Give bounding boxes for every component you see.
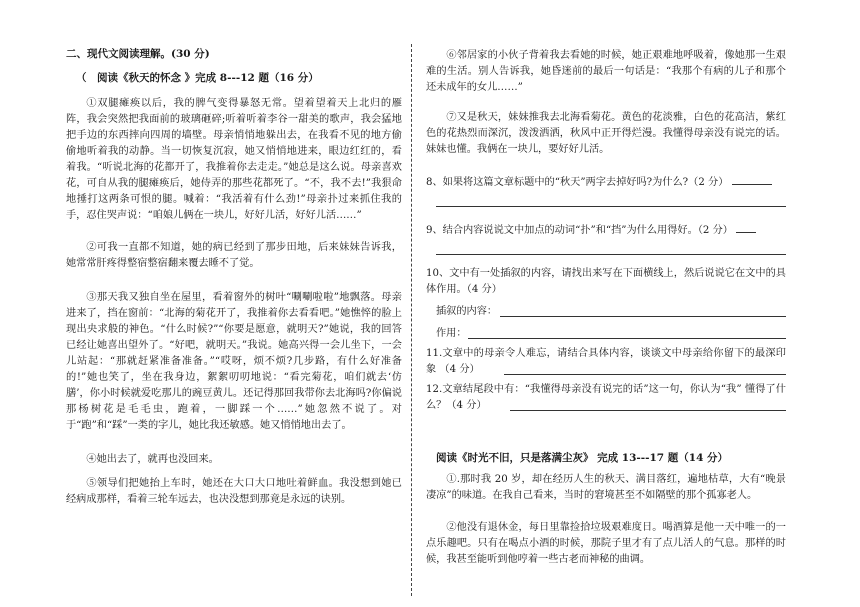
answer-line[interactable]	[436, 254, 786, 255]
answer-line[interactable]	[500, 316, 786, 317]
q10-insert-label: 插叙的内容：	[436, 306, 498, 317]
reading1-title: （ 阅读《秋天的怀念 》完成 8---12 题（16 分）	[76, 72, 319, 84]
q10-effect-label: 作用：	[436, 328, 467, 339]
passage-paragraph-1: ①双腿瘫痪以后，我的脾气变得暴怒无常。望着望着天上北归的雁阵，我会突然把我面前的玻璃砸碎;听着听着李谷一甜美的歌声，我会猛地把手边的东西摔向四周的墙壁。母亲悄悄地躲出去，在我看不见的地方偷偷地听着我的动静。当一切恢复沉寂，她又悄悄地进来，眼边红红的，看着我。“听说北海的花都开了，我推着你去走走。”她总是这么说。母亲喜欢花，可自从我的腿瘫痪后，她侍弄的那些花都死了。“不，我不去!”我狠命地捶打这两条可恨的腿。喊着：“我活着有什么劲!”母亲扑过来抓住我的手，忍住哭声说：“咱娘儿俩在一块儿，好好儿活，好好儿活……”	[66, 98, 402, 221]
question-12: 12.文章结尾段中有：“我懂得母亲没有说完的话”这一句，你认为“我” 懂得了什么？（4 分）	[426, 384, 786, 411]
passage-paragraph-4: ④她出去了，就再也没回来。	[86, 454, 219, 465]
answer-line[interactable]	[504, 374, 786, 375]
passage-paragraph-6: ⑥邻居家的小伙子背着我去看她的时候，她正艰难地呼吸着，像她那一生艰难的生活。别人告诉我，她昏迷前的最后一句话是：“我那个有病的儿子和那个还未成年的女儿……”	[426, 50, 786, 93]
answer-line[interactable]	[436, 206, 786, 207]
passage-paragraph-3: ③那天我又独自坐在屋里，看着窗外的树叶“唰唰啦啦”地飘落。母亲进来了，挡在窗前：“北海的菊花开了，我推着你去看看吧。”她憔悴的脸上现出央求般的神色。“什么时候?”“你要是愿意，就明天?”她说，我的回答已经让她喜出望外了。“好吧，就明天。”我说。她高兴得一会儿坐下，一会儿站起：“那就赶紧准备准备。”“哎呀，烦不烦?几步路，有什么好准备的!”她也笑了，坐在我身边，絮絮叨叨地说：“看完菊花，咱们就去‘仿膳’，你小时候就爱吃那儿的豌豆黄儿。还记得那回我带你去北海吗?你偏说那杨树花是毛毛虫，跑着，一脚踩一个……”她忽然不说了。对于“跑”和“踩”一类的字儿，她比我还敏感。她又悄悄地出去了。	[66, 292, 402, 431]
section-heading: 二、现代文阅读理解。(30 分)	[66, 48, 210, 60]
column-divider	[411, 44, 412, 596]
passage-paragraph-2: ②可我一直都不知道，她的病已经到了那步田地，后来妹妹告诉我，她常常肝疼得整宿整宿翻来覆去睡不了觉。	[66, 242, 402, 269]
reading2-title: 阅读《时光不旧，只是落满尘灰》 完成 13---17 题（14 分）	[436, 452, 729, 464]
answer-line[interactable]	[732, 174, 772, 185]
answer-line[interactable]	[510, 410, 786, 411]
question-10: 10、文中有一处插叙的内容，请找出来写在下面横线上，然后说说它在文中的具体作用。（4 分）	[426, 268, 786, 295]
question-9: 9、结合内容说说文中加点的动词“扑”和“挡”为什么用得好。（2 分）	[426, 222, 786, 239]
answer-line[interactable]	[468, 338, 786, 339]
passage2-paragraph-1: ①.那时我 20 岁，却在经历人生的秋天、满目落红，遍地枯草，大有“晚景凄凉”的味道。在我自己看来，当时的窘境甚至不如隔壁的那个孤寡老人。	[426, 474, 786, 501]
passage-paragraph-5: ⑤领导们把她抬上车时，她还在大口大口地吐着鲜血。我没想到她已经病成那样，看着三轮车远去，也决没想到那竟是永远的诀别。	[66, 478, 402, 505]
passage-paragraph-7: ⑦又是秋天，妹妹推我去北海看菊花。黄色的花淡雅，白色的花高洁，紫红色的花热烈而深沉，泼泼洒洒，秋风中正开得烂漫。我懂得母亲没有说完的话。妹妹也懂。我俩在一块儿，要好好儿活。	[426, 112, 786, 155]
passage2-paragraph-2: ②他没有退休金，每日里靠捡拾垃圾艰难度日。喝酒算是他一天中唯一的一点乐趣吧。只有在喝点小酒的时候，那院子里才有了点儿活人的气息。那样的时候，我甚至能听到他哼着一些古老而神秘的曲调。	[426, 522, 786, 565]
question-8: 8、如果将这篇文章标题中的“秋天”两字去掉好吗?为什么?（2 分）	[426, 174, 786, 191]
answer-line[interactable]	[736, 222, 756, 233]
question-11: 11.文章中的母亲令人难忘，请结合具体内容，谈谈文中母亲给你留下的最深印象 （4 分）	[426, 348, 786, 375]
